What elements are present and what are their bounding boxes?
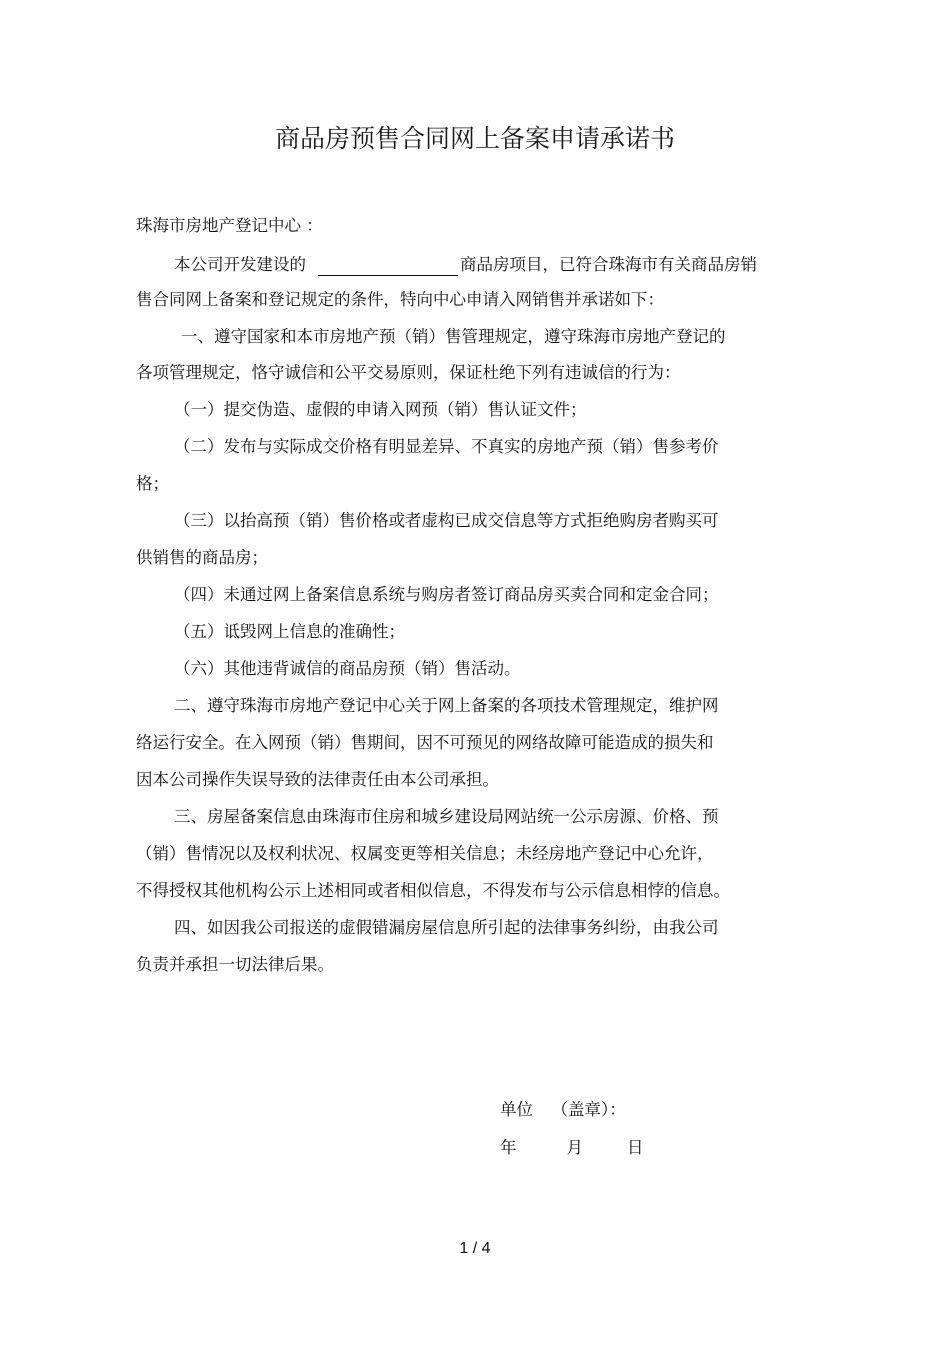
- year-label: 年: [500, 1138, 517, 1157]
- section-2-line-1: 二、遵守珠海市房地产登记中心关于网上备案的各项技术管理规定，维护网: [174, 696, 719, 715]
- section-4-line-2: 负责并承担一切法律后果。: [136, 955, 334, 974]
- item-3-line-2: 供销售的商品房；: [136, 548, 268, 567]
- signature-unit-line: [500, 1099, 626, 1121]
- unit-label: 单位: [500, 1100, 533, 1119]
- intro-paragraph-line-1: [174, 254, 757, 276]
- item-5: （五）诋毁网上信息的准确性；: [174, 622, 405, 641]
- intro-text-before-blank: 本公司开发建设的: [174, 255, 306, 274]
- item-1: （一）提交伪造、虚假的申请入网预（销）售认证文件；: [174, 400, 587, 419]
- item-3-line-1: （三）以抬高预（销）售价格或者虚构已成交信息等方式拒绝购房者购买可: [174, 511, 719, 530]
- section-3-line-1: 三、房屋备案信息由珠海市住房和城乡建设局网站统一公示房源、价格、预: [174, 807, 719, 826]
- signature-date-line: [500, 1137, 644, 1159]
- section-2-line-2: 络运行安全。在入网预（销）售期间，因不可预见的网络故障可能造成的损失和: [136, 733, 714, 752]
- page-number: 1 / 4: [459, 1240, 491, 1257]
- item-2-line-1: （二）发布与实际成交价格有明显差异、不真实的房地产预（销）售参考价: [174, 437, 719, 456]
- section-1-line-1: 一、遵守国家和本市房地产预（销）售管理规定，遵守珠海市房地产登记的: [181, 327, 726, 346]
- day-label: 日: [627, 1138, 644, 1157]
- addressee: 珠海市房地产登记中心 ：: [136, 216, 323, 235]
- intro-paragraph-line-2: 售合同网上备案和登记规定的条件，特向中心申请入网销售并承诺如下：: [136, 290, 664, 309]
- document-title: 商品房预售合同网上备案申请承诺书: [274, 124, 675, 153]
- item-2-line-2: 格；: [136, 474, 169, 493]
- intro-text-after-blank: 商品房项目，已符合珠海市有关商品房销: [460, 255, 757, 274]
- section-3-line-2: （销）售情况以及权利状况、权属变更等相关信息；未经房地产登记中心允许，: [136, 844, 714, 863]
- month-label: 月: [566, 1138, 583, 1157]
- section-4-line-1: 四、如因我公司报送的虚假错漏房屋信息所引起的法律事务纠纷，由我公司: [174, 918, 719, 937]
- item-6: （六）其他违背诚信的商品房预（销）售活动。: [174, 659, 521, 678]
- project-name-blank: [318, 257, 458, 276]
- section-1-line-2: 各项管理规定，恪守诚信和公平交易原则，保证杜绝下列有违诚信的行为：: [136, 363, 681, 382]
- item-4: （四）未通过网上备案信息系统与购房者签订商品房买卖合同和定金合同；: [174, 585, 719, 604]
- section-2-line-3: 因本公司操作失误导致的法律责任由本公司承担。: [136, 770, 499, 789]
- seal-label: （盖章）：: [551, 1100, 626, 1119]
- section-3-line-3: 不得授权其他机构公示上述相同或者相似信息，不得发布与公示信息相悖的信息。: [136, 881, 730, 900]
